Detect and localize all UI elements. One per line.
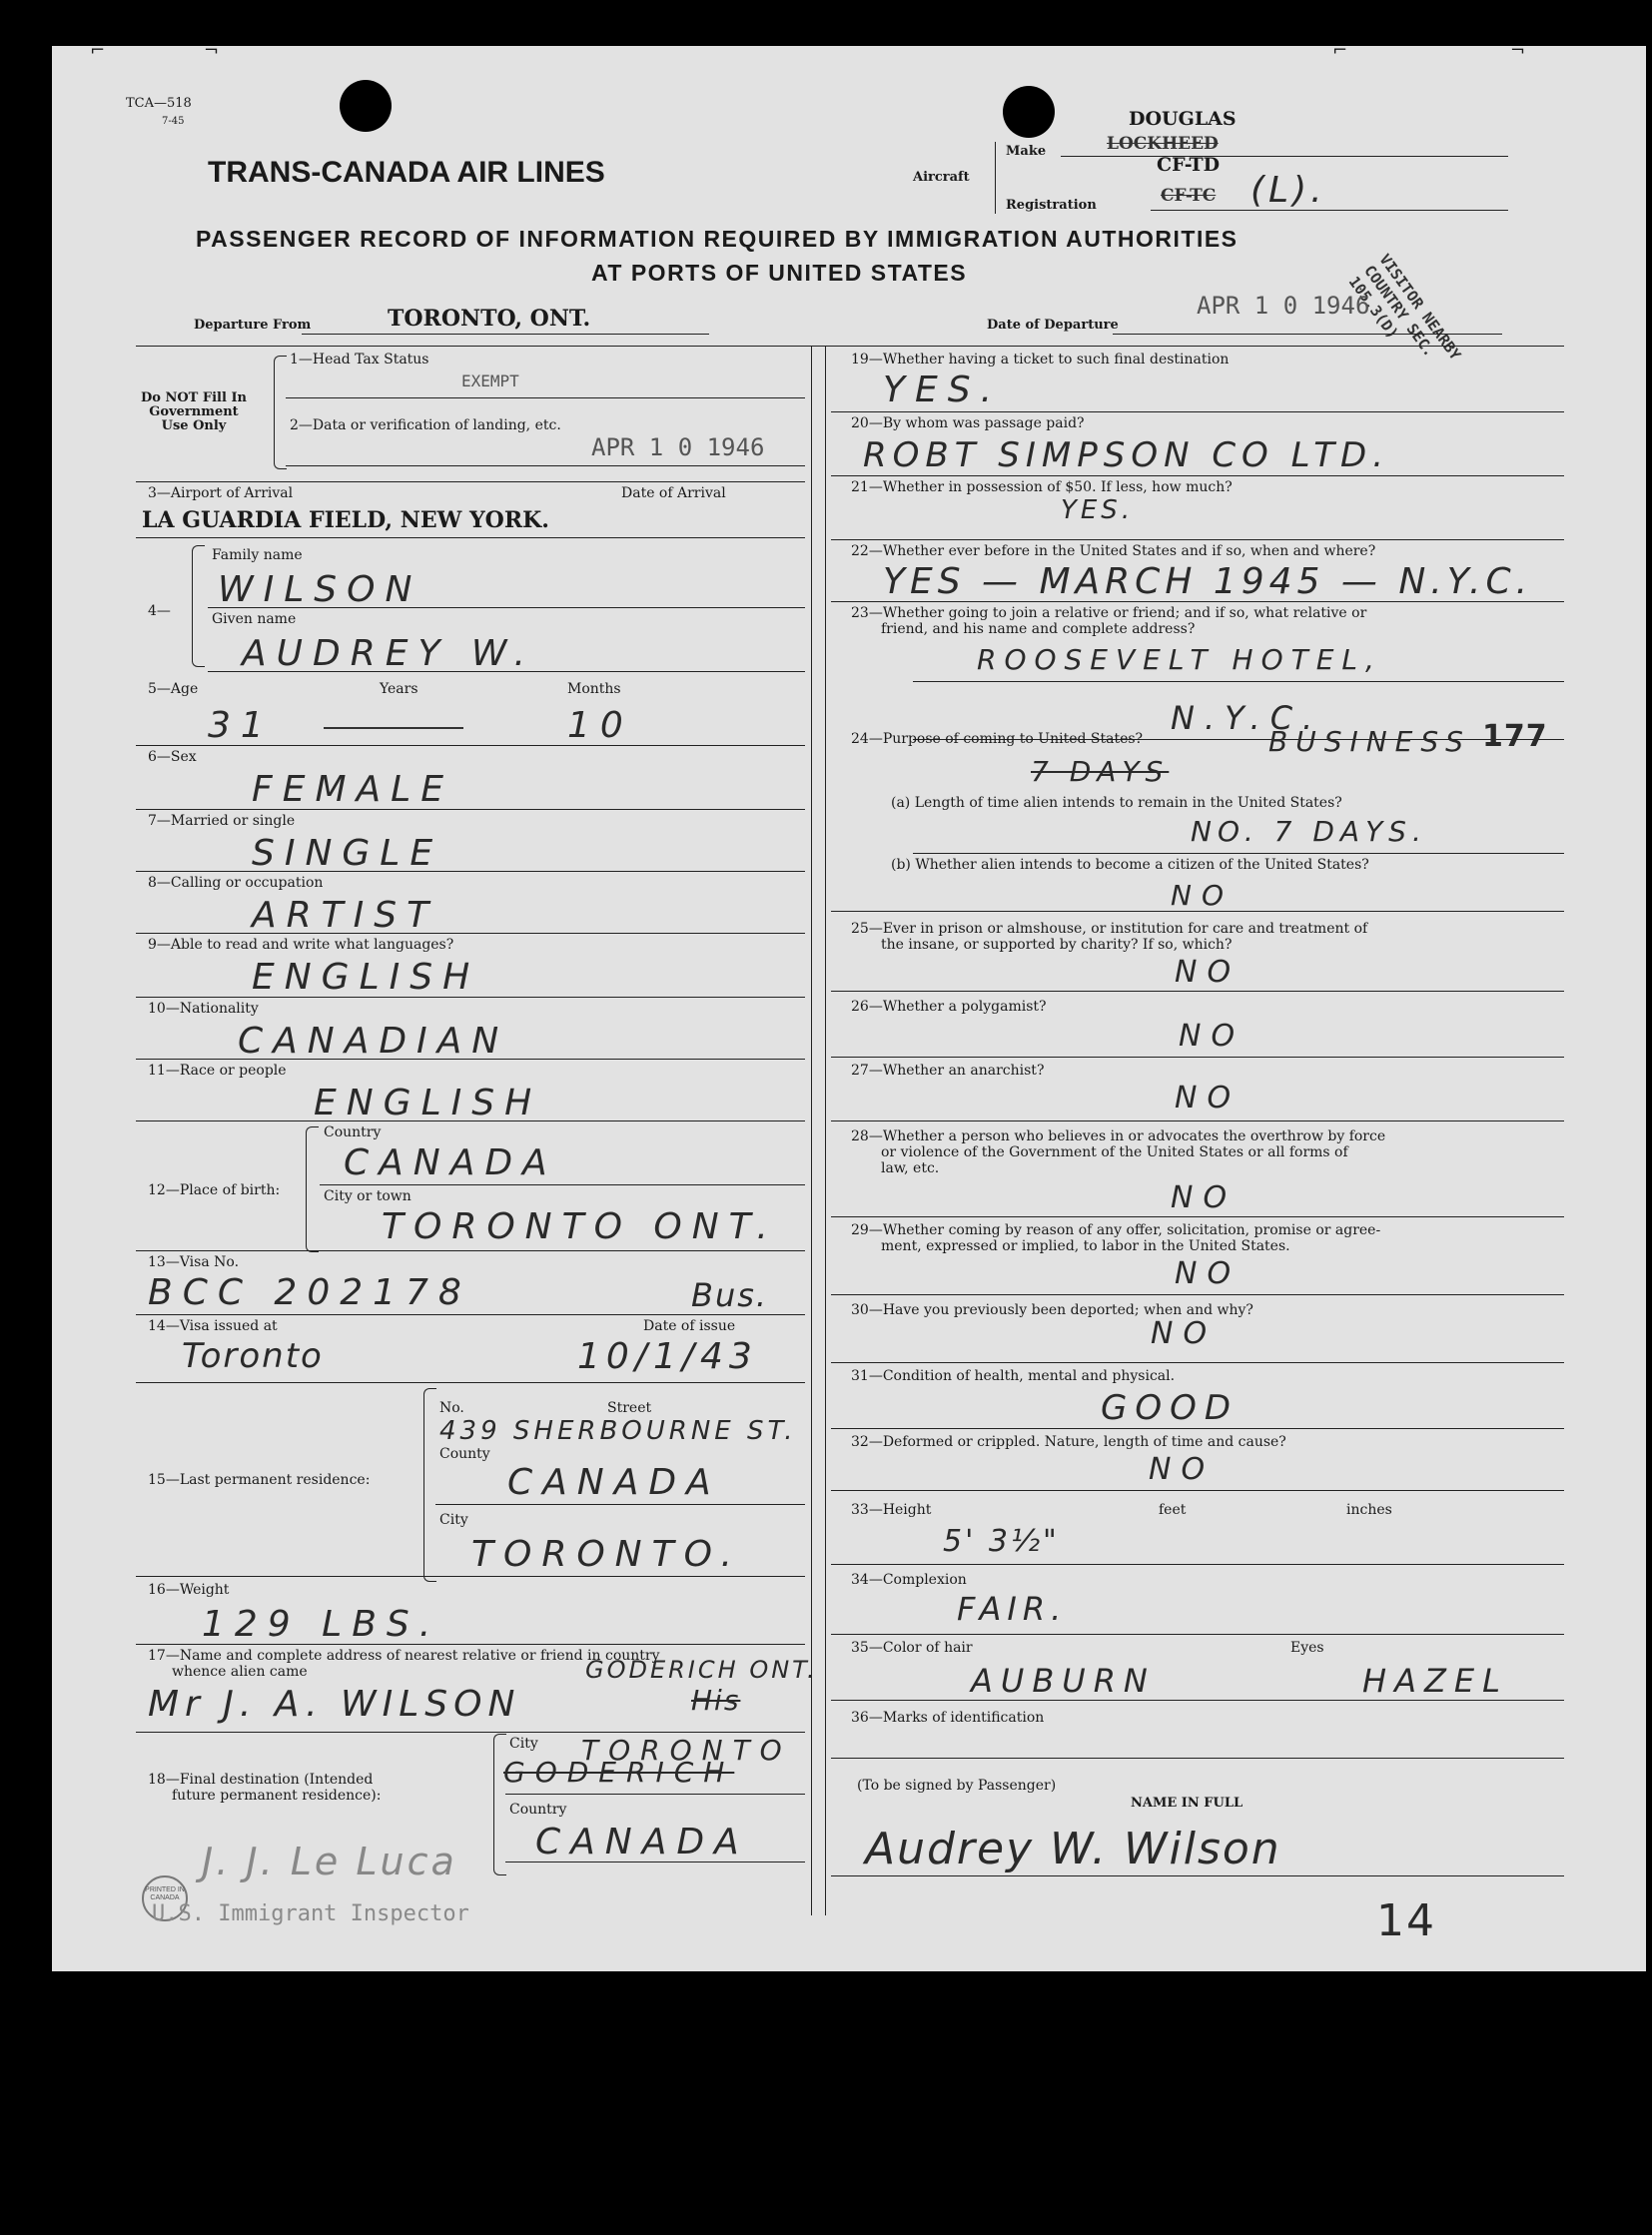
f35-hair: AUBURN — [971, 1662, 1156, 1700]
f18-label-2: future permanent residence): — [172, 1788, 382, 1804]
f15-label: 15—Last permanent residence: — [148, 1472, 371, 1488]
f13-label: 13—Visa No. — [148, 1254, 240, 1270]
f32-label: 32—Deformed or crippled. Nature, length of time and cause? — [851, 1434, 1286, 1450]
f3-label: 3—Airport of Arrival — [148, 485, 294, 501]
make-struck: LOCKHEED — [1107, 134, 1219, 154]
f28-label-3: law, etc. — [881, 1160, 940, 1176]
f17-label-2: whence alien came — [172, 1664, 308, 1680]
f9-value: ENGLISH — [252, 957, 480, 998]
f24-note: 177 — [1482, 719, 1548, 754]
f18-country-label: Country — [509, 1802, 567, 1818]
f18-country: CANADA — [535, 1822, 749, 1862]
f33-label: 33—Height — [851, 1502, 932, 1518]
make-label: Make — [1006, 144, 1047, 159]
visitor-stamp: VISITOR NEARBY COUNTRY SEC. 105.3(D) — [1344, 251, 1465, 364]
f16-label: 16—Weight — [148, 1582, 230, 1598]
family-label: Family name — [212, 547, 303, 563]
f19-label: 19—Whether having a ticket to such final destination — [851, 352, 1230, 368]
age-dash — [324, 727, 463, 729]
f29-label-1: 29—Whether coming by reason of any offer, solicitation, promise or agree- — [851, 1222, 1381, 1238]
form-date-code: 7-45 — [162, 116, 185, 127]
f20-label: 20—By whom was passage paid? — [851, 415, 1085, 431]
f34-label: 34—Complexion — [851, 1572, 967, 1588]
f25-label-2: the insane, or supported by charity? If so, which? — [881, 937, 1233, 953]
f2-value: APR 1 0 1946 — [591, 433, 765, 461]
f13-value: BCC 202178 — [148, 1272, 471, 1313]
f18-city-label: City — [509, 1736, 538, 1752]
corner-mark: ¬ — [204, 40, 220, 61]
age-months: 10 — [567, 705, 633, 746]
f6-label: 6—Sex — [148, 749, 197, 765]
name-brace — [192, 545, 205, 667]
aircraft-label: Aircraft — [913, 170, 970, 185]
f17-label-1: 17—Name and complete address of nearest relative or friend in country — [148, 1648, 660, 1664]
inches-label: inches — [1346, 1502, 1392, 1518]
f3-value: LA GUARDIA FIELD, NEW YORK. — [142, 507, 549, 533]
f28-label-1: 28—Whether a person who believes in or advocates the overthrow by force — [851, 1128, 1386, 1144]
f15-street: 439 SHERBOURNE ST. — [439, 1416, 797, 1446]
form-code: TCA—518 — [126, 96, 192, 111]
f17-note: GODERICH ONT. — [585, 1656, 818, 1684]
given-value: AUDREY W. — [242, 633, 535, 674]
f29-label-2: ment, expressed or implied, to labor in the United States. — [881, 1238, 1290, 1254]
inspector-label: U.S. Immigrant Inspector — [152, 1901, 469, 1926]
age-years: 31 — [208, 705, 274, 746]
f26-label: 26—Whether a polygamist? — [851, 999, 1047, 1015]
street-label: Street — [607, 1400, 652, 1416]
company-name: TRANS-CANADA AIR LINES — [208, 156, 605, 189]
f14-value: Toronto — [182, 1336, 324, 1376]
f15-county: CANADA — [507, 1462, 721, 1503]
residence-brace — [423, 1388, 436, 1582]
f14-label: 14—Visa issued at — [148, 1318, 278, 1334]
birth-brace — [306, 1126, 319, 1252]
f27-label: 27—Whether an anarchist? — [851, 1063, 1045, 1079]
title-line2: AT PORTS OF UNITED STATES — [591, 260, 968, 286]
f23-label-1: 23—Whether going to join a relative or friend; and if so, what relative or — [851, 605, 1367, 621]
eyes-label: Eyes — [1290, 1640, 1324, 1656]
f28-label-2: or violence of the Government of the United States or all forms of — [881, 1144, 1348, 1160]
f18-city-struck: GODERICH — [503, 1756, 735, 1789]
f27-value: NO — [1175, 1081, 1241, 1116]
f1-label: 1—Head Tax Status — [290, 352, 429, 368]
no-label: No. — [439, 1400, 464, 1416]
f5-label: 5—Age — [148, 681, 199, 697]
f24a-value: NO. 7 DAYS. — [1191, 815, 1427, 848]
f24a-label: (a) Length of time alien intends to remain in the United States? — [891, 795, 1342, 811]
years-label: Years — [380, 681, 418, 697]
f28-value: NO — [1171, 1180, 1238, 1215]
f24-struck: 7 DAYS — [1031, 755, 1170, 788]
f7-value: SINGLE — [252, 833, 443, 874]
f11-label: 11—Race or people — [148, 1063, 287, 1079]
f10-value: CANADIAN — [238, 1021, 509, 1062]
registration-label: Registration — [1006, 198, 1097, 213]
f22-value: YES — MARCH 1945 — N.Y.C. — [883, 561, 1533, 602]
make-value: DOUGLAS — [1129, 108, 1237, 130]
f19-value: YES. — [883, 370, 1003, 410]
f33-value: 5' 3½" — [943, 1524, 1060, 1559]
f30-label: 30—Have you previously been deported; when and why? — [851, 1302, 1253, 1318]
f20-value: ROBT SIMPSON CO LTD. — [863, 435, 1390, 475]
f8-label: 8—Calling or occupation — [148, 875, 324, 891]
f10-label: 10—Nationality — [148, 1001, 259, 1017]
county-label: County — [439, 1446, 490, 1462]
f24-label: 24—Purpose of coming to United States? — [851, 731, 1144, 747]
given-label: Given name — [212, 611, 297, 627]
birth-city-label: City or town — [324, 1188, 412, 1204]
f12-label: 12—Place of birth: — [148, 1182, 281, 1198]
f3-date-label: Date of Arrival — [621, 485, 726, 501]
passenger-signature: Audrey W. Wilson — [865, 1824, 1281, 1874]
f2-label: 2—Data or verification of landing, etc. — [290, 417, 561, 433]
registration-value: CF-TD — [1157, 154, 1221, 176]
f15-city: TORONTO. — [471, 1534, 742, 1575]
f23-value-1: ROOSEVELT HOTEL, — [977, 643, 1382, 676]
f21-label: 21—Whether in possession of $50. If less, how much? — [851, 479, 1233, 495]
departure-from-label: Departure From — [194, 318, 312, 333]
res-city-label: City — [439, 1512, 468, 1528]
f12-country: CANADA — [344, 1142, 557, 1183]
inspector-signature: J. J. Le Luca — [202, 1840, 457, 1883]
printed-seal-text: PRINTED IN CANADA — [145, 1886, 185, 1901]
f22-label: 22—Whether ever before in the United States and if so, when and where? — [851, 543, 1376, 559]
departure-date-value: APR 1 0 1946 — [1197, 292, 1370, 320]
feet-label: feet — [1159, 1502, 1187, 1518]
page-number: 14 — [1376, 1895, 1436, 1946]
f35-eyes: HAZEL — [1362, 1662, 1508, 1700]
gov-brace — [274, 356, 287, 469]
f24b-value: NO — [1171, 879, 1234, 912]
f16-value: 129 LBS. — [202, 1604, 441, 1645]
registration-struck: CF-TC — [1161, 186, 1217, 206]
name-full-label: NAME IN FULL — [1131, 1796, 1243, 1811]
f31-label: 31—Condition of health, mental and physical. — [851, 1368, 1176, 1384]
f9-label: 9—Able to read and write what languages? — [148, 937, 454, 953]
departure-date-label: Date of Departure — [987, 318, 1119, 333]
f12-city: TORONTO ONT. — [382, 1206, 778, 1247]
f14-date: 10/1/43 — [577, 1336, 758, 1377]
gov-use-label: Do NOT Fill In Government Use Only — [141, 390, 247, 433]
f23-label-2: friend, and his name and complete address? — [881, 621, 1196, 637]
months-label: Months — [567, 681, 621, 697]
f14-date-label: Date of issue — [643, 1318, 736, 1334]
f23-value-2: N.Y.C. — [1171, 699, 1323, 737]
f25-value: NO — [1175, 955, 1241, 990]
birth-country-label: Country — [324, 1124, 382, 1140]
f7-label: 7—Married or single — [148, 813, 296, 829]
f17-value: Mr J. A. WILSON — [148, 1684, 521, 1725]
corner-mark: ⌐ — [1332, 40, 1348, 61]
f1-value: EXEMPT — [461, 372, 519, 390]
f13-note: Bus. — [691, 1276, 769, 1314]
f25-label-1: 25—Ever in prison or almshouse, or institution for care and treatment of — [851, 921, 1368, 937]
departure-from-value: TORONTO, ONT. — [388, 306, 591, 332]
corner-mark: ¬ — [1510, 40, 1526, 61]
form-sheet — [52, 40, 1646, 1971]
signed-label: (To be signed by Passenger) — [857, 1778, 1057, 1794]
f24-value: BUSINESS — [1268, 725, 1471, 758]
f18-city: TORONTO — [581, 1734, 792, 1767]
punch-hole — [340, 80, 392, 132]
f6-value: FEMALE — [252, 769, 453, 810]
f34-value: FAIR. — [957, 1590, 1068, 1628]
registration-suffix: (L). — [1250, 170, 1326, 211]
f8-value: ARTIST — [252, 895, 439, 936]
f31-value: GOOD — [1101, 1388, 1239, 1428]
f30-value: NO — [1151, 1316, 1218, 1351]
corner-mark: ⌐ — [90, 40, 106, 61]
f35-label: 35—Color of hair — [851, 1640, 973, 1656]
f18-label-1: 18—Final destination (Intended — [148, 1772, 374, 1788]
family-value: WILSON — [218, 569, 422, 610]
f26-value: NO — [1179, 1019, 1245, 1054]
f17-struck: His — [691, 1684, 741, 1717]
f24b-label: (b) Whether alien intends to become a citizen of the United States? — [891, 857, 1369, 873]
title-line1: PASSENGER RECORD OF INFORMATION REQUIRED BY IMMIGRATION AUTHORITIES — [196, 226, 1239, 252]
punch-hole — [1003, 86, 1055, 138]
f36-label: 36—Marks of identification — [851, 1710, 1045, 1726]
f29-value: NO — [1175, 1256, 1241, 1291]
f11-value: ENGLISH — [314, 1083, 542, 1123]
f21-value: YES. — [1061, 495, 1135, 525]
f32-value: NO — [1149, 1452, 1216, 1487]
f4-num: 4— — [148, 603, 171, 619]
